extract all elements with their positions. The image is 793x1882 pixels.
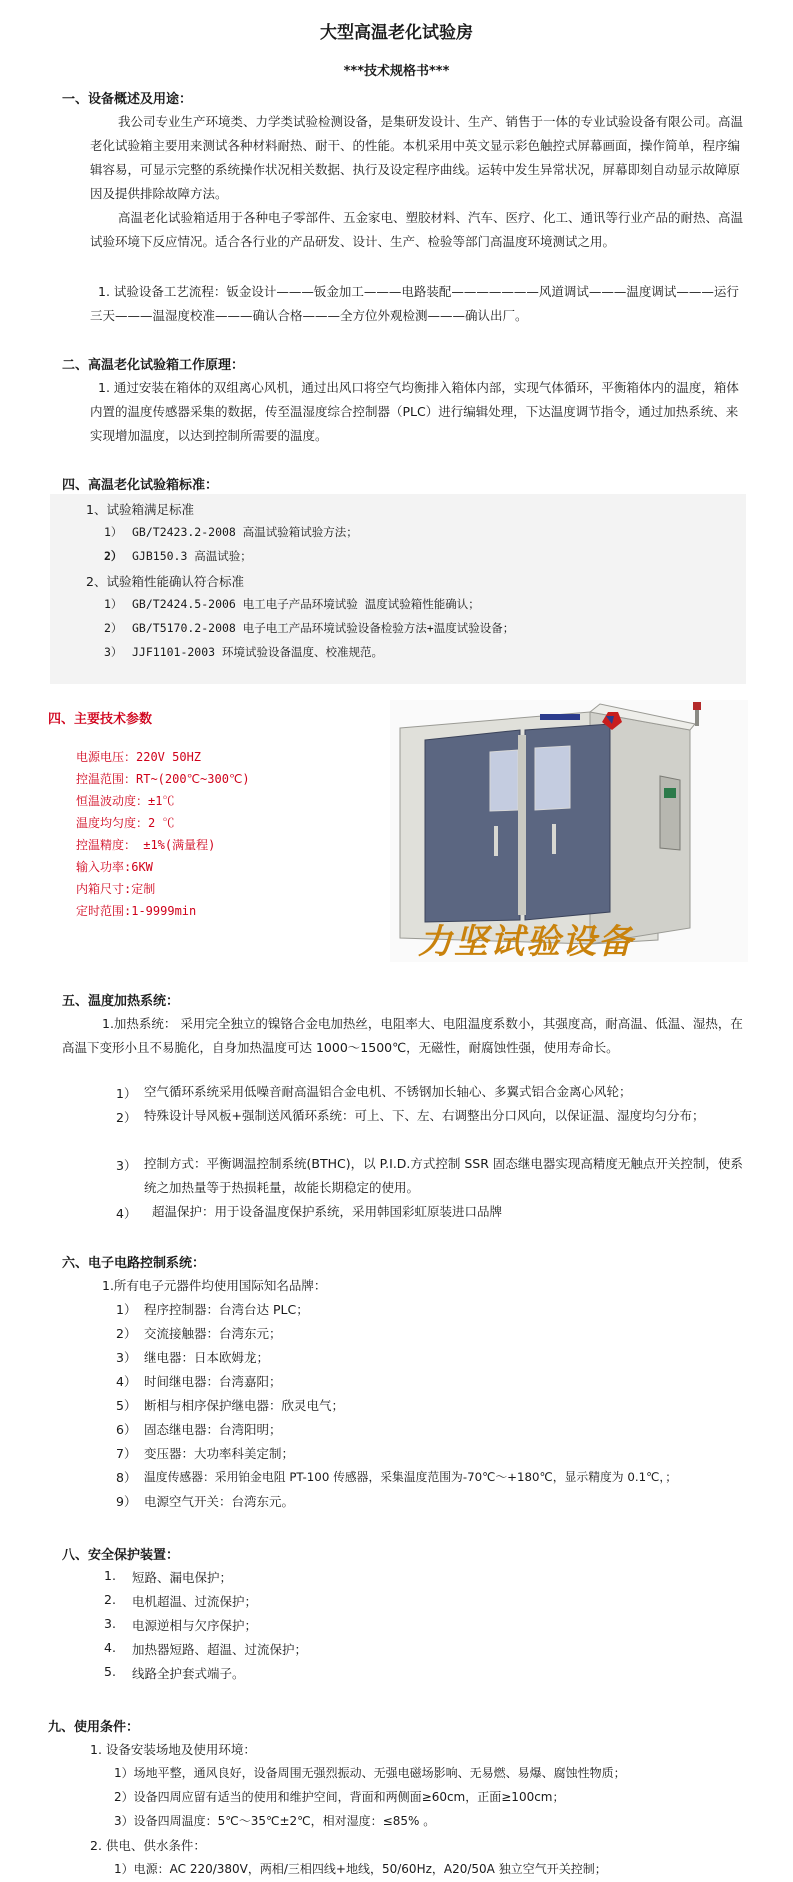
section-6-intro: 1.所有电子元器件均使用国际知名品牌：	[102, 1278, 327, 1293]
s6-item: 程序控制器：台湾台达 PLC；	[144, 1302, 309, 1317]
section-1-paragraph-1: 我公司专业生产环境类、力学类试验检测设备，是集研发设计、生产、销售于一体的专业试验设备有限公司。高温老化试验箱主要用来测试各种材料耐热、耐干、的性能。本机采用中英文显示彩色触控式屏幕画面，操作简单，程序编辑容易，可显示完整的系统操作状况相关数据、执行及设定程序曲线。运转中发生异常状况，屏幕即刻自动显示故障原因及提供排除故障方法。	[90, 114, 744, 201]
param-row: 定时范围:1-9999min	[76, 904, 197, 918]
s5-item-4: 超温保护：用于设备温度保护系统，采用韩国彩虹原装进口品牌	[152, 1204, 503, 1219]
s6-item: 继电器：日本欧姆龙；	[144, 1350, 270, 1365]
s9-item-2a: 1）电源：AC 220/380V，两相/三相四线+地线，50/60Hz，A20/50A 独立空气开关控制；	[114, 1862, 607, 1876]
s6-item-num: 7）	[116, 1446, 137, 1461]
section-2-heading: 二、高温老化试验箱工作原理：	[62, 358, 245, 373]
s8-item: 线路全护套式端子。	[132, 1666, 245, 1681]
standards-sub-2: 2、试验箱性能确认符合标准	[86, 574, 244, 589]
s5-item-1: 空气循环系统采用低噪音耐高温铝合金电机、不锈钢加长轴心、多翼式铝合金离心风轮；	[144, 1084, 632, 1099]
s5-item-3-num: 3）	[116, 1158, 137, 1173]
page-title: 大型高温老化试验房	[320, 23, 473, 43]
standard-b2-num: 2）	[104, 621, 123, 635]
photo-watermark: 力坚试验设备	[418, 922, 634, 962]
s6-item: 电源空气开关：台湾东元。	[144, 1494, 295, 1509]
s8-item-num: 4.	[104, 1640, 116, 1655]
s6-item-num: 5）	[116, 1398, 137, 1413]
s6-item-num: 3）	[116, 1350, 137, 1365]
s8-item: 电源逆相与欠序保护；	[132, 1618, 258, 1633]
s6-item: 变压器：大功率科美定制；	[144, 1446, 295, 1461]
s8-item-num: 2.	[104, 1592, 116, 1607]
s8-item-num: 5.	[104, 1664, 116, 1679]
s8-item: 短路、漏电保护；	[132, 1570, 233, 1585]
standard-a2-num: 2）	[104, 549, 123, 563]
s6-item-num: 8）	[116, 1470, 137, 1485]
s8-item-num: 3.	[104, 1616, 116, 1631]
params-heading: 四、主要技术参数	[48, 712, 153, 727]
s6-item: 交流接触器：台湾东元；	[144, 1326, 282, 1341]
param-row: 电源电压：220V 50HZ	[76, 750, 202, 764]
product-photo	[390, 700, 748, 962]
s5-item-2-num: 2）	[116, 1110, 137, 1125]
section-1-heading: 一、设备概述及用途：	[62, 92, 193, 107]
s6-item-num: 9）	[116, 1494, 137, 1509]
s6-item-num: 6）	[116, 1422, 137, 1437]
page-subtitle: ***技术规格书***	[343, 64, 450, 79]
standard-a1-num: 1）	[104, 525, 123, 539]
param-row: 恒温波动度：±1℃	[76, 794, 175, 808]
s6-item-num: 2）	[116, 1326, 137, 1341]
standard-b3-num: 3）	[104, 645, 123, 659]
s5-item-3: 控制方式：平衡调温控制系统(BTHC)，以 P.I.D.方式控制 SSR 固态继电器实现高精度无触点开关控制，使系统之加热量等于热损耗量，故能长期稳定的使用。	[144, 1156, 743, 1195]
section-8-heading: 八、安全保护装置：	[62, 1548, 180, 1563]
s9-item-1a: 1）场地平整，通风良好，设备周围无强烈振动、无强电磁场影响、无易燃、易爆、腐蚀性物质；	[114, 1766, 626, 1780]
s5-item-2: 特殊设计导风板+强制送风循环系统：可上、下、左、右调整出分口风向，以保证温、湿度均匀分布；	[144, 1108, 705, 1123]
param-row: 控温范围：RT~(200℃~300℃)	[76, 772, 250, 786]
param-row: 内箱尺寸:定制	[76, 882, 156, 896]
standard-b3: JJF1101-2003 环境试验设备温度、校准规范。	[132, 645, 384, 659]
s9-item-1c: 3）设备四周温度：5℃～35℃±2℃，相对湿度：≤85% 。	[114, 1814, 436, 1828]
s6-item: 固态继电器：台湾阳明；	[144, 1422, 282, 1437]
section-2-item-1: 1. 通过安装在箱体的双组离心风机，通过出风口将空气均衡排入箱体内部，实现气体循环，平衡箱体内的温度，箱体内置的温度传感器采集的数据，传至温湿度综合控制器（PLC）进行编辑处理，下达温度调节指令，通过加热系统、来实现增加温度，以达到控制所需要的温度。	[90, 380, 739, 443]
section-1-item-1: 1. 试验设备工艺流程：钣金设计———钣金加工———电路装配———————风道调试———温度调试———运行三天———温湿度校准———确认合格———全方位外观检测———确认出厂。	[90, 284, 739, 323]
s6-item: 时间继电器：台湾嘉阳；	[144, 1374, 282, 1389]
s6-item-num: 4）	[116, 1374, 137, 1389]
section-6-heading: 六、电子电路控制系统：	[62, 1256, 206, 1271]
section-5-heading: 五、温度加热系统：	[62, 994, 180, 1009]
s9-item-1b: 2）设备四周应留有适当的使用和维护空间，背面和两侧面≥60cm，正面≥100cm；	[114, 1790, 565, 1804]
standard-a1: GB/T2423.2-2008 高温试验箱试验方法；	[132, 525, 358, 539]
param-row: 温度均匀度：2 ℃	[76, 816, 175, 830]
section-9-heading: 九、使用条件：	[48, 1720, 140, 1735]
section-5-paragraph-1: 1.加热系统： 采用完全独立的镍铬合金电加热丝，电阻率大、电阻温度系数小，其强度高，耐高温、低温、湿热，在高温下变形小且不易脆化，自身加热温度可达 1000～1500℃，无磁性，耐腐蚀性强，使用寿命长。	[62, 1016, 743, 1055]
param-row: 输入功率:6KW	[76, 860, 153, 874]
standard-a2: GJB150.3 高温试验；	[132, 549, 252, 563]
s8-item: 电机超温、过流保护；	[132, 1594, 258, 1609]
section-1-paragraph-2: 高温老化试验箱适用于各种电子零部件、五金家电、塑胶材料、汽车、医疗、化工、通讯等行业产品的耐热、高温试验环境下反应情况。适合各行业的产品研发、设计、生产、检验等部门高温度环境测试之用。	[90, 210, 744, 249]
s6-item-num: 1）	[116, 1302, 137, 1317]
s8-item-num: 1.	[104, 1568, 116, 1583]
s5-item-4-num: 4）	[116, 1206, 137, 1221]
s9-item-1: 1. 设备安装场地及使用环境：	[90, 1742, 256, 1757]
standards-sub-1: 1、试验箱满足标准	[86, 502, 194, 517]
standard-b1: GB/T2424.5-2006 电工电子产品环境试验 温度试验箱性能确认；	[132, 597, 480, 611]
s6-item: 温度传感器：采用铂金电阻 PT-100 传感器，采集温度范围为-70℃～+180℃，显示精度为 0.1℃，；	[144, 1470, 678, 1484]
param-row: 控温精度： ±1%(满量程)	[76, 838, 216, 852]
s6-item: 断相与相序保护继电器：欣灵电气；	[144, 1398, 345, 1413]
s8-item: 加热器短路、超温、过流保护；	[132, 1642, 308, 1657]
s5-item-1-num: 1）	[116, 1086, 137, 1101]
standard-b1-num: 1）	[104, 597, 123, 611]
s9-item-2: 2. 供电、供水条件：	[90, 1838, 206, 1853]
standard-b2: GB/T5170.2-2008 电子电工产品环境试验设备检验方法+温度试验设备；	[132, 621, 515, 635]
section-4-heading: 四、高温老化试验箱标准：	[62, 478, 219, 493]
